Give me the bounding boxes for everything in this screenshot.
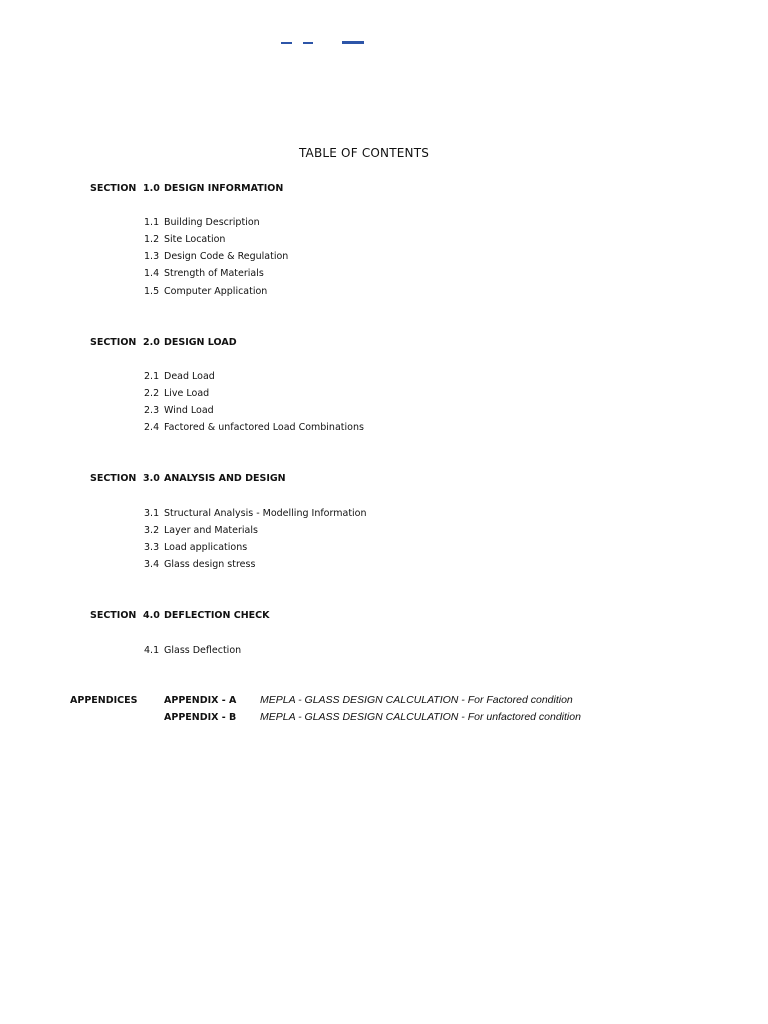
page-title: TABLE OF CONTENTS <box>298 146 430 160</box>
toc-item-number: 4.1 <box>144 645 160 656</box>
toc-item-label: Live Load <box>164 388 210 399</box>
toc-item-label: Glass design stress <box>164 559 256 570</box>
header-link-mark[interactable] <box>342 41 364 44</box>
toc-item-number: 2.4 <box>144 422 160 433</box>
toc-item-label: Layer and Materials <box>164 525 258 536</box>
section-word: SECTION <box>90 337 137 348</box>
header-link-mark[interactable] <box>303 42 313 44</box>
toc-item-number: 2.3 <box>144 405 160 416</box>
toc-item-number: 2.2 <box>144 388 160 399</box>
header-link-mark[interactable] <box>281 42 292 44</box>
appendix-label: APPENDIX - A <box>164 695 237 706</box>
header-link-marks <box>0 0 768 50</box>
toc-item-label: Factored & unfactored Load Combinations <box>164 422 364 433</box>
toc-item-number: 1.5 <box>144 286 160 297</box>
toc-item-label: Strength of Materials <box>164 268 264 279</box>
toc-item-label: Glass Deflection <box>164 645 242 656</box>
section-heading: ANALYSIS AND DESIGN <box>164 473 286 484</box>
toc-item-label: Structural Analysis - Modelling Information <box>164 508 367 519</box>
toc-item-number: 1.3 <box>144 251 160 262</box>
section-number: 4.0 <box>143 610 160 621</box>
toc-item-label: Wind Load <box>164 405 214 416</box>
section-number: 2.0 <box>143 337 160 348</box>
section-word: SECTION <box>90 183 137 194</box>
toc-item-number: 1.1 <box>144 217 160 228</box>
toc-item-number: 1.2 <box>144 234 160 245</box>
toc-item-number: 3.1 <box>144 508 160 519</box>
toc-item-number: 3.3 <box>144 542 160 553</box>
appendix-description: MEPLA - GLASS DESIGN CALCULATION - For Factored condition <box>260 694 573 706</box>
toc-item-number: 1.4 <box>144 268 160 279</box>
toc-item-label: Design Code & Regulation <box>164 251 289 262</box>
toc-item-number: 2.1 <box>144 371 160 382</box>
section-heading: DESIGN INFORMATION <box>164 183 284 194</box>
toc-item-label: Dead Load <box>164 371 215 382</box>
section-number: 1.0 <box>143 183 160 194</box>
section-word: SECTION <box>90 610 137 621</box>
toc-item-label: Computer Application <box>164 286 268 297</box>
appendices-heading: APPENDICES <box>70 695 138 706</box>
toc-item-label: Building Description <box>164 217 260 228</box>
section-heading: DESIGN LOAD <box>164 337 237 348</box>
appendix-description: MEPLA - GLASS DESIGN CALCULATION - For unfactored condition <box>260 711 581 723</box>
section-heading: DEFLECTION CHECK <box>164 610 270 621</box>
section-word: SECTION <box>90 473 137 484</box>
toc-item-number: 3.2 <box>144 525 160 536</box>
toc-item-number: 3.4 <box>144 559 160 570</box>
appendix-label: APPENDIX - B <box>164 712 237 723</box>
section-number: 3.0 <box>143 473 160 484</box>
toc-item-label: Load applications <box>164 542 248 553</box>
toc-item-label: Site Location <box>164 234 226 245</box>
